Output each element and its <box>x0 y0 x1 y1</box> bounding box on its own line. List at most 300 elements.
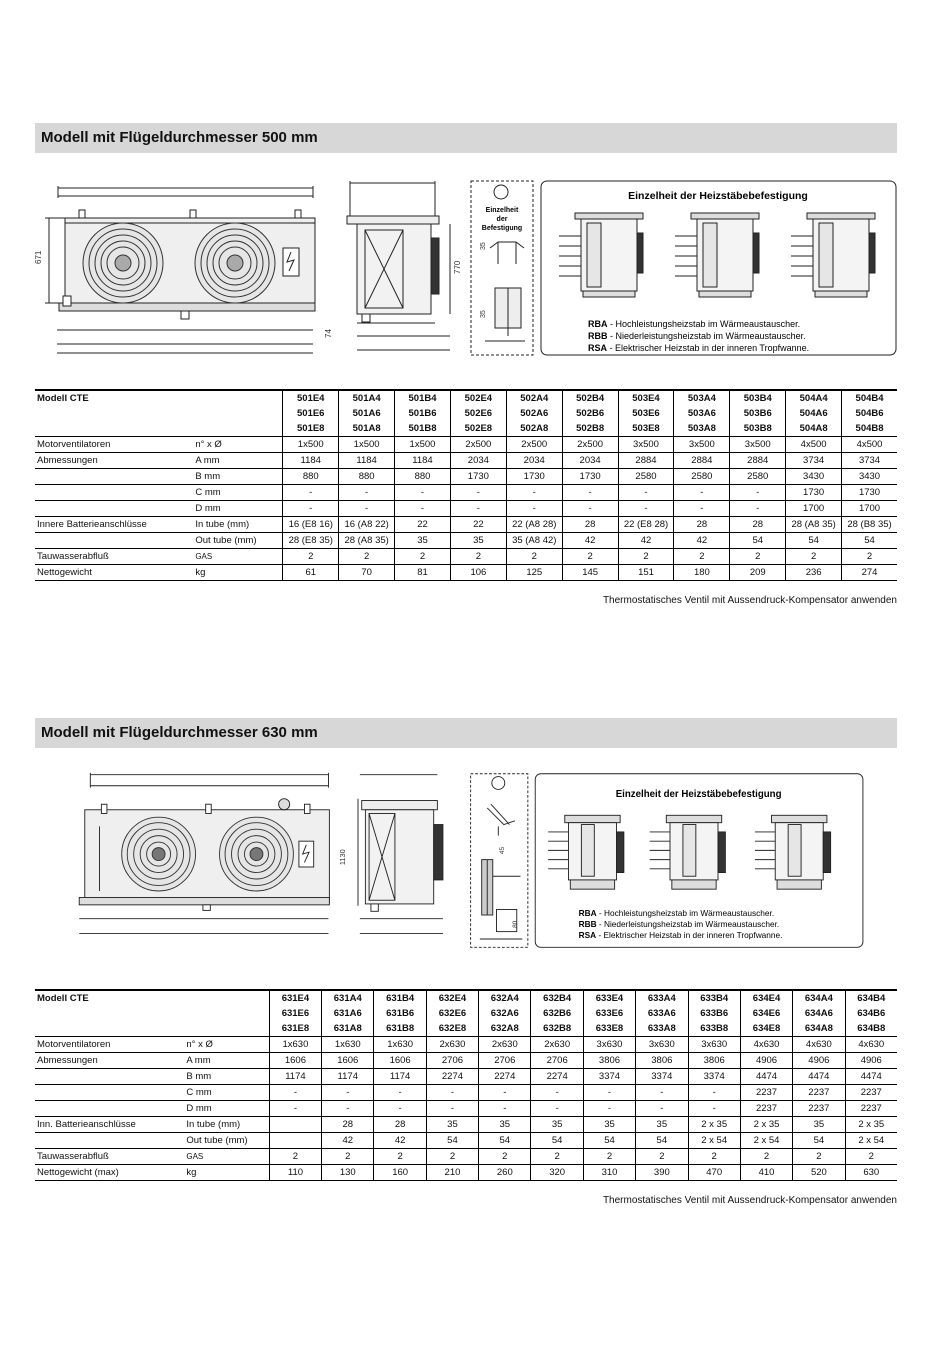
model-code: 632B4 <box>531 990 583 1006</box>
model-code: 502A8 <box>506 421 562 437</box>
model-code: 502E8 <box>450 421 506 437</box>
table-cell: 4x630 <box>845 1037 897 1053</box>
model-header-unit <box>193 421 283 437</box>
table-row <box>35 1117 897 1133</box>
table-cell: 81 <box>395 565 451 581</box>
table-row <box>35 469 897 485</box>
fan-left-500 <box>83 223 163 303</box>
row-label: Abmessungen <box>35 1053 184 1069</box>
table-cell: 28 (A8 35) <box>339 533 395 549</box>
model-row <box>35 421 897 437</box>
model-code: 633E6 <box>583 1006 635 1021</box>
row-label: Tauwasserabfluß <box>35 549 193 565</box>
table-cell: 125 <box>506 565 562 581</box>
model-code: 504A6 <box>786 406 842 421</box>
table-cell: 3x500 <box>674 437 730 453</box>
table-cell: - <box>583 1101 635 1117</box>
table-cell: 160 <box>374 1165 426 1181</box>
table-row <box>35 485 897 501</box>
table-cell: 3806 <box>636 1053 688 1069</box>
fan-right-500 <box>195 223 275 303</box>
table-cell: 4x500 <box>786 437 842 453</box>
model-code: 504A8 <box>786 421 842 437</box>
table-cell: 1174 <box>322 1069 374 1085</box>
table-cell: 2 <box>450 549 506 565</box>
table-cell: 2 <box>531 1149 583 1165</box>
spec-table-630 <box>35 989 897 1181</box>
table-cell: 3430 <box>842 469 897 485</box>
side-view-500 <box>347 181 450 350</box>
table-cell: 3430 <box>786 469 842 485</box>
table-cell: 1x500 <box>283 437 339 453</box>
table-cell: - <box>674 485 730 501</box>
model-code: 503E6 <box>618 406 674 421</box>
table-cell: 3x630 <box>688 1037 740 1053</box>
table-row <box>35 517 897 533</box>
table-cell: - <box>688 1101 740 1117</box>
table-cell: - <box>531 1085 583 1101</box>
row-label <box>35 1069 184 1085</box>
table-cell: - <box>395 485 451 501</box>
table-cell: 1x500 <box>339 437 395 453</box>
table-cell: 630 <box>845 1165 897 1181</box>
table-cell: - <box>426 1101 478 1117</box>
row-label <box>35 485 193 501</box>
row-unit: B mm <box>184 1069 269 1085</box>
table-cell: 1700 <box>786 501 842 517</box>
legend-rba-500: RBA - Hochleistungsheizstab im Wärmeaustauscher. <box>588 319 801 329</box>
table-cell: 42 <box>674 533 730 549</box>
table-cell: 2 <box>339 549 395 565</box>
table-cell: 3x630 <box>636 1037 688 1053</box>
model-header-unit <box>184 1006 269 1021</box>
model-code: 503B6 <box>730 406 786 421</box>
table-cell: 1730 <box>506 469 562 485</box>
table-cell: 2706 <box>479 1053 531 1069</box>
table-cell: 2580 <box>730 469 786 485</box>
model-header-unit <box>193 406 283 421</box>
table-cell: 2706 <box>531 1053 583 1069</box>
table-cell: 4474 <box>845 1069 897 1085</box>
model-code: 501E8 <box>283 421 339 437</box>
table-row <box>35 533 897 549</box>
table-cell: 3734 <box>842 453 897 469</box>
table-cell: 1730 <box>562 469 618 485</box>
table-cell: 180 <box>674 565 730 581</box>
table-cell: 2274 <box>531 1069 583 1085</box>
table-cell: 3x500 <box>730 437 786 453</box>
model-row <box>35 1021 897 1037</box>
model-code: 632B8 <box>531 1021 583 1037</box>
model-code: 633B8 <box>688 1021 740 1037</box>
table-cell: - <box>339 501 395 517</box>
row-unit: D mm <box>193 501 283 517</box>
table-cell: 1606 <box>322 1053 374 1069</box>
table-cell: 35 <box>531 1117 583 1133</box>
table-cell: - <box>283 485 339 501</box>
table-cell: 2237 <box>740 1101 792 1117</box>
table-cell: 2x500 <box>506 437 562 453</box>
table-cell: 1730 <box>786 485 842 501</box>
model-code: 503A6 <box>674 406 730 421</box>
side-view-630 <box>358 775 443 934</box>
row-label <box>35 501 193 517</box>
model-code: 503B4 <box>730 390 786 406</box>
row-unit: n° x Ø <box>193 437 283 453</box>
table-cell: 1x630 <box>374 1037 426 1053</box>
table-cell: 2x500 <box>562 437 618 453</box>
table-cell: - <box>269 1085 321 1101</box>
table-cell: 54 <box>479 1133 531 1149</box>
legend-rbb-500: RBB - Niederleistungsheizstab im Wärmeaustauscher. <box>588 331 806 341</box>
model-header-unit <box>184 1021 269 1037</box>
model-code: 634A6 <box>793 1006 845 1021</box>
table-cell: - <box>283 501 339 517</box>
table-cell: 2274 <box>426 1069 478 1085</box>
model-code: 634B8 <box>845 1021 897 1037</box>
model-code: 501E4 <box>283 390 339 406</box>
table-cell: 2 <box>845 1149 897 1165</box>
table-cell: 209 <box>730 565 786 581</box>
table-cell: - <box>322 1101 374 1117</box>
detail-dim-a-630: 45 <box>498 846 506 855</box>
table-cell: 2274 <box>479 1069 531 1085</box>
model-code: 502B4 <box>562 390 618 406</box>
table-cell: 2034 <box>506 453 562 469</box>
table-cell: 410 <box>740 1165 792 1181</box>
table-cell: 42 <box>618 533 674 549</box>
table-cell: - <box>730 485 786 501</box>
model-code: 631B4 <box>374 990 426 1006</box>
table-cell: 2237 <box>793 1085 845 1101</box>
model-code: 503A8 <box>674 421 730 437</box>
model-code: 502A4 <box>506 390 562 406</box>
row-label: Inn. Batterieanschlüsse <box>35 1117 184 1133</box>
table-cell: - <box>479 1085 531 1101</box>
table-row <box>35 549 897 565</box>
table-cell: 1x500 <box>395 437 451 453</box>
model-code: 632A6 <box>479 1006 531 1021</box>
row-unit: C mm <box>193 485 283 501</box>
table-cell: - <box>531 1101 583 1117</box>
table-cell: - <box>339 485 395 501</box>
table-cell: 35 <box>636 1117 688 1133</box>
model-code: 503E8 <box>618 421 674 437</box>
table-cell: 260 <box>479 1165 531 1181</box>
table-cell: 520 <box>793 1165 845 1181</box>
dim-side-500: 770 <box>453 260 462 274</box>
table-cell: 145 <box>562 565 618 581</box>
row-label: Tauwasserabfluß <box>35 1149 184 1165</box>
table-cell: 2 <box>583 1149 635 1165</box>
model-header-label: Modell CTE <box>35 390 193 406</box>
row-unit: A mm <box>184 1053 269 1069</box>
model-code: 631B6 <box>374 1006 426 1021</box>
row-unit: Out tube (mm) <box>193 533 283 549</box>
table-cell: 2034 <box>450 453 506 469</box>
table-cell: 110 <box>269 1165 321 1181</box>
table-cell: 2237 <box>740 1085 792 1101</box>
table-cell: 2580 <box>674 469 730 485</box>
table-cell: 2 x 35 <box>740 1117 792 1133</box>
table-cell: 2 <box>506 549 562 565</box>
table-cell: 310 <box>583 1165 635 1181</box>
table-cell: 3374 <box>583 1069 635 1085</box>
table-cell: - <box>374 1101 426 1117</box>
table-cell: 1700 <box>842 501 897 517</box>
table-cell: 3374 <box>636 1069 688 1085</box>
table-cell: 2237 <box>845 1085 897 1101</box>
model-row <box>35 406 897 421</box>
row-label <box>35 1085 184 1101</box>
table-cell: 28 <box>562 517 618 533</box>
spec-table-500 <box>35 389 897 581</box>
table-cell: 1606 <box>374 1053 426 1069</box>
table-cell: 4474 <box>740 1069 792 1085</box>
table-cell: - <box>636 1085 688 1101</box>
table-cell: 2 x 35 <box>688 1117 740 1133</box>
row-label <box>35 533 193 549</box>
mount-detail-630 <box>471 774 528 948</box>
table-cell: - <box>450 501 506 517</box>
table-cell: 2 <box>426 1149 478 1165</box>
model-code: 501B8 <box>395 421 451 437</box>
table-cell: 2 <box>793 1149 845 1165</box>
table-cell: 61 <box>283 565 339 581</box>
table-cell: 1184 <box>339 453 395 469</box>
model-code: 633E4 <box>583 990 635 1006</box>
table-cell: 2 <box>730 549 786 565</box>
row-label <box>35 1101 184 1117</box>
table-row <box>35 1101 897 1117</box>
legend-rba-630: RBA - Hochleistungsheizstab im Wärmeaustauscher. <box>578 907 775 918</box>
table-cell: 22 <box>450 517 506 533</box>
row-unit: D mm <box>184 1101 269 1117</box>
model-code: 502B6 <box>562 406 618 421</box>
table-cell: 2 <box>842 549 897 565</box>
model-code: 633A8 <box>636 1021 688 1037</box>
table-cell: 880 <box>339 469 395 485</box>
model-code: 501B6 <box>395 406 451 421</box>
row-label: Abmessungen <box>35 453 193 469</box>
table-cell: - <box>269 1101 321 1117</box>
model-code: 503B8 <box>730 421 786 437</box>
detail-dim-b-500: 35 <box>480 310 487 318</box>
table-cell: 2 x 35 <box>845 1117 897 1133</box>
model-code: 501B4 <box>395 390 451 406</box>
table-cell: 1730 <box>450 469 506 485</box>
row-label <box>35 469 193 485</box>
table-cell: 35 <box>450 533 506 549</box>
model-code: 631E6 <box>269 1006 321 1021</box>
table-cell: 2706 <box>426 1053 478 1069</box>
model-row <box>35 390 897 406</box>
table-cell: 54 <box>636 1133 688 1149</box>
row-label: Innere Batterieanschlüsse <box>35 517 193 533</box>
model-code: 633A6 <box>636 1006 688 1021</box>
table-cell <box>269 1117 321 1133</box>
table-cell: 2 <box>374 1149 426 1165</box>
table-cell: - <box>562 501 618 517</box>
row-label: Nettogewicht <box>35 565 193 581</box>
table-cell: 1174 <box>269 1069 321 1085</box>
table-cell: - <box>636 1101 688 1117</box>
model-code: 503A4 <box>674 390 730 406</box>
table-cell: 2 <box>269 1149 321 1165</box>
table-cell: 274 <box>842 565 897 581</box>
model-code: 633E8 <box>583 1021 635 1037</box>
row-unit: B mm <box>193 469 283 485</box>
model-code: 504B8 <box>842 421 897 437</box>
table-cell: 54 <box>842 533 897 549</box>
model-code: 504B6 <box>842 406 897 421</box>
table-cell: 35 <box>426 1117 478 1133</box>
table-cell: 35 (A8 42) <box>506 533 562 549</box>
table-cell: 4x630 <box>793 1037 845 1053</box>
table-cell: 28 <box>730 517 786 533</box>
table-cell: 2 <box>562 549 618 565</box>
table-cell: 42 <box>322 1133 374 1149</box>
model-code: 632E4 <box>426 990 478 1006</box>
table-cell: - <box>479 1101 531 1117</box>
table-cell: - <box>562 485 618 501</box>
table-cell: 1730 <box>842 485 897 501</box>
model-code: 632B6 <box>531 1006 583 1021</box>
table-cell: 2 <box>618 549 674 565</box>
model-code: 632E8 <box>426 1021 478 1037</box>
table-cell: 470 <box>688 1165 740 1181</box>
table-cell: - <box>583 1085 635 1101</box>
table-cell: 3806 <box>688 1053 740 1069</box>
model-code: 501A8 <box>339 421 395 437</box>
model-code: 631B8 <box>374 1021 426 1037</box>
table-cell: - <box>730 501 786 517</box>
row-unit: kg <box>193 565 283 581</box>
table-cell: 2 <box>479 1149 531 1165</box>
table-cell: 4906 <box>845 1053 897 1069</box>
technical-drawing-630 <box>35 771 897 951</box>
table-cell: - <box>322 1085 374 1101</box>
table-cell: 3x630 <box>583 1037 635 1053</box>
table-cell: 880 <box>283 469 339 485</box>
table-cell: 2237 <box>793 1101 845 1117</box>
model-code: 504A4 <box>786 390 842 406</box>
table-row <box>35 1165 897 1181</box>
table-cell: 2 x 54 <box>740 1133 792 1149</box>
table-cell: 28 (E8 35) <box>283 533 339 549</box>
table-cell: 106 <box>450 565 506 581</box>
row-label <box>35 1133 184 1149</box>
table-cell: 2 <box>786 549 842 565</box>
table-cell: 4906 <box>740 1053 792 1069</box>
model-code: 632A8 <box>479 1021 531 1037</box>
model-code: 634A8 <box>793 1021 845 1037</box>
model-header-label <box>35 1021 184 1037</box>
table-cell: 22 (E8 28) <box>618 517 674 533</box>
table-row <box>35 1069 897 1085</box>
table-cell: 16 (A8 22) <box>339 517 395 533</box>
section-title-630: Modell mit Flügeldurchmesser 630 mm <box>41 724 318 741</box>
section-header-500 <box>35 123 897 153</box>
row-unit: GAS <box>193 549 283 565</box>
table-row <box>35 1037 897 1053</box>
table-row <box>35 565 897 581</box>
table-cell: 1174 <box>374 1069 426 1085</box>
dim-height-500: 671 <box>34 250 43 264</box>
table-cell: 2 <box>740 1149 792 1165</box>
table-cell: 28 (A8 35) <box>786 517 842 533</box>
model-code: 633A4 <box>636 990 688 1006</box>
table-cell: 130 <box>322 1165 374 1181</box>
table-cell: - <box>450 485 506 501</box>
section-header-630 <box>35 718 897 748</box>
table-cell: 2580 <box>618 469 674 485</box>
model-code: 631E8 <box>269 1021 321 1037</box>
table-cell: 35 <box>793 1117 845 1133</box>
table-cell: 2 <box>322 1149 374 1165</box>
model-code: 634A4 <box>793 990 845 1006</box>
table-cell: 2x630 <box>426 1037 478 1053</box>
model-header-unit <box>184 990 269 1006</box>
detail-dim-b-630: 80 <box>511 920 519 928</box>
table-cell: 4474 <box>793 1069 845 1085</box>
row-label: Nettogewicht (max) <box>35 1165 184 1181</box>
table-cell: - <box>374 1085 426 1101</box>
dim-side-630: 1130 <box>338 849 348 866</box>
model-code: 631A6 <box>322 1006 374 1021</box>
table-cell: 4906 <box>793 1053 845 1069</box>
model-code: 633B4 <box>688 990 740 1006</box>
table-cell: 28 (B8 35) <box>842 517 897 533</box>
table-cell: 54 <box>730 533 786 549</box>
table-row <box>35 1085 897 1101</box>
table-cell: 4x630 <box>740 1037 792 1053</box>
table-cell: 28 <box>322 1117 374 1133</box>
model-code: 631A8 <box>322 1021 374 1037</box>
table-row <box>35 501 897 517</box>
table-cell: 3x500 <box>618 437 674 453</box>
table-row <box>35 1149 897 1165</box>
model-code: 634B6 <box>845 1006 897 1021</box>
table-row <box>35 437 897 453</box>
row-label: Motorventilatoren <box>35 1037 184 1053</box>
table-cell: 22 (A8 28) <box>506 517 562 533</box>
model-row <box>35 990 897 1006</box>
row-unit: Out tube (mm) <box>184 1133 269 1149</box>
model-code: 633B6 <box>688 1006 740 1021</box>
table-row <box>35 453 897 469</box>
table-cell: 2x630 <box>479 1037 531 1053</box>
model-code: 503E4 <box>618 390 674 406</box>
table-cell: 70 <box>339 565 395 581</box>
table-cell: 54 <box>786 533 842 549</box>
table-cell: 1606 <box>269 1053 321 1069</box>
model-code: 501A4 <box>339 390 395 406</box>
legend-rsa-630: RSA - Elektrischer Heizstab in der inneren Tropfwanne. <box>578 930 783 941</box>
table-cell: 54 <box>583 1133 635 1149</box>
table-cell: 320 <box>531 1165 583 1181</box>
table-cell: 54 <box>793 1133 845 1149</box>
model-code: 502A6 <box>506 406 562 421</box>
model-code: 631E4 <box>269 990 321 1006</box>
dim-bottom-500: 74 <box>324 329 333 338</box>
model-code: 634E8 <box>740 1021 792 1037</box>
table-cell: 2 x 54 <box>688 1133 740 1149</box>
table-cell: - <box>506 501 562 517</box>
row-unit: In tube (mm) <box>184 1117 269 1133</box>
table-cell: - <box>426 1085 478 1101</box>
heater-panel-title-630: Einzelheit der Heizstäbebefestigung <box>615 788 782 800</box>
